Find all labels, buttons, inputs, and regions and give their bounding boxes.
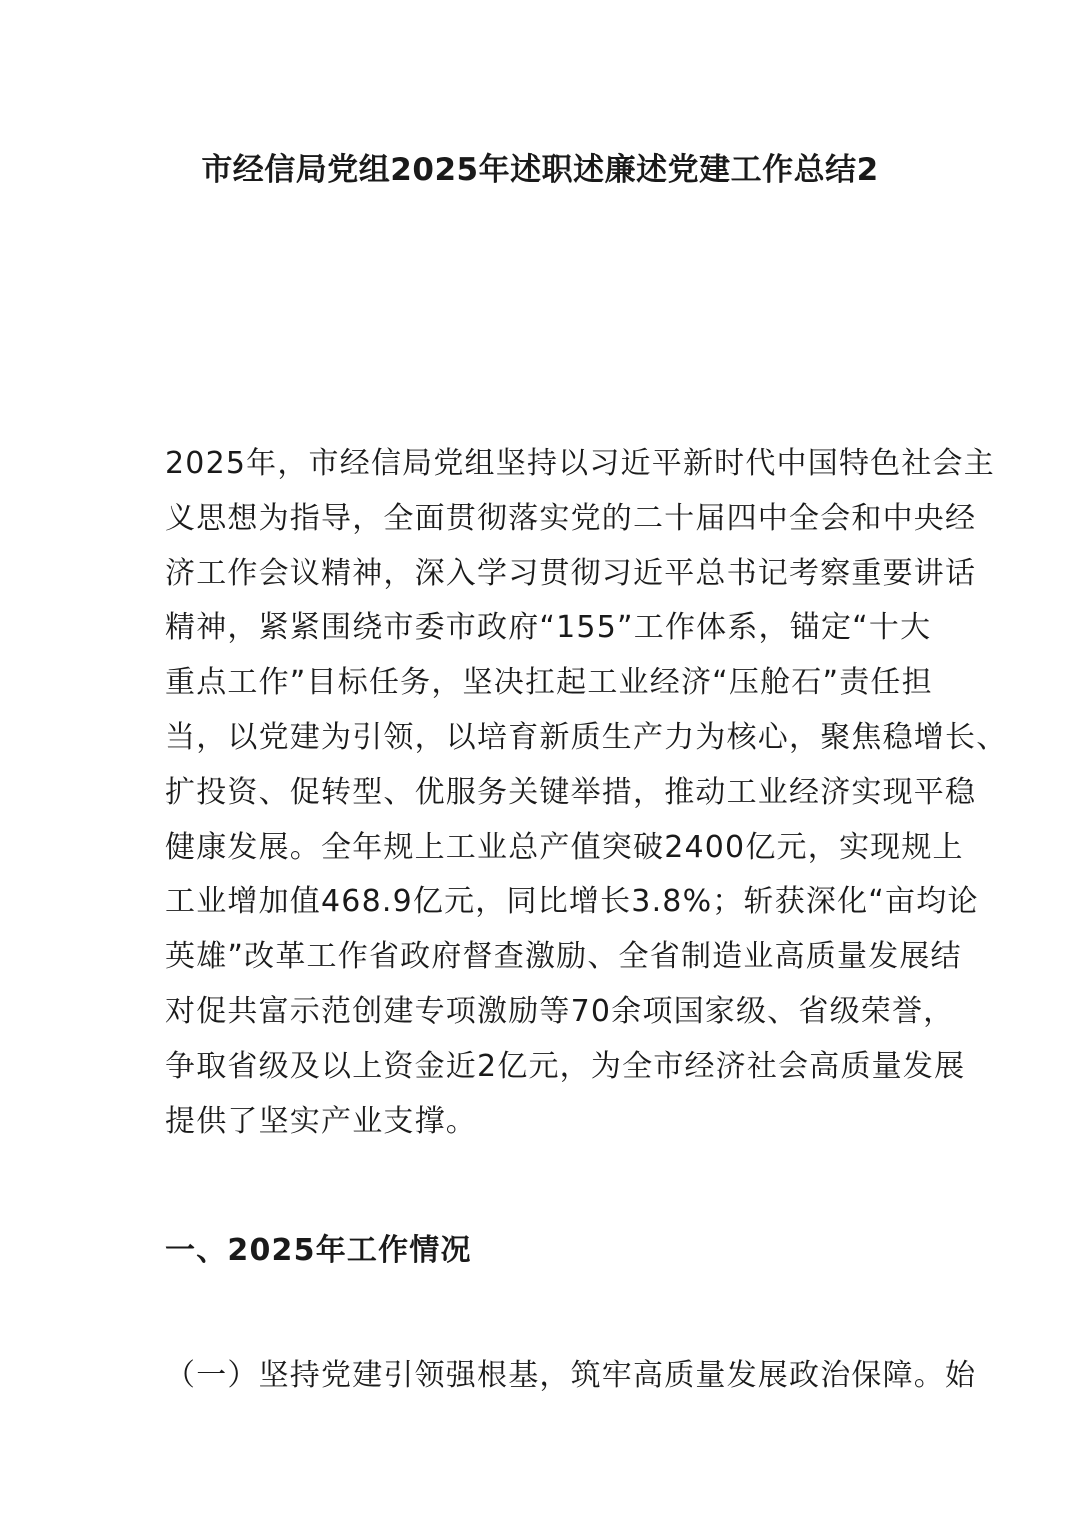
- document-title: 市经信局党组2025年述职述廉述党建工作总结2: [201, 152, 879, 188]
- paragraph-line: 扩投资、促转型、优服务关键举措，推动工业经济实现平稳: [165, 774, 977, 810]
- paragraph-line: 工业增加值468.9亿元，同比增长3.8%；斩获深化“亩均论: [165, 884, 979, 920]
- paragraph-line: 重点工作”目标任务，坚决扛起工业经济“压舱石”责任担: [165, 665, 933, 701]
- paragraph-line: 精神，紧紧围绕市委市政府“155”工作体系，锚定“十大: [165, 610, 932, 646]
- paragraph-line: 健康发展。全年规上工业总产值突破2400亿元，实现规上: [165, 829, 964, 865]
- paragraph-line: 2025年，市经信局党组坚持以习近平新时代中国特色社会主: [165, 446, 995, 481]
- paragraph-line: 争取省级及以上资金近2亿元，为全市经济社会高质量发展: [165, 1048, 966, 1084]
- paragraph-line: 义思想为指导，全面贯彻落实党的二十届四中全会和中央经: [165, 500, 977, 536]
- paragraph-line: 英雄”改革工作省政府督查激励、全省制造业高质量发展结: [165, 939, 962, 975]
- section-heading: 一、2025年工作情况: [165, 1233, 472, 1268]
- paragraph-line: 对促共富示范创建专项激励等70余项国家级、省级荣誉，: [165, 993, 955, 1029]
- subsection-heading: （一）坚持党建引领强根基，筑牢高质量发展政治保障。始: [165, 1358, 977, 1393]
- paragraph-line: 济工作会议精神，深入学习贯彻习近平总书记考察重要讲话: [165, 555, 977, 591]
- paragraph-line: 提供了坚实产业支撑。: [165, 1103, 477, 1139]
- intro-paragraph: [165, 437, 1008, 1149]
- paragraph-line: 当，以党建为引领，以培育新质生产力为核心，聚焦稳增长、: [165, 719, 1008, 755]
